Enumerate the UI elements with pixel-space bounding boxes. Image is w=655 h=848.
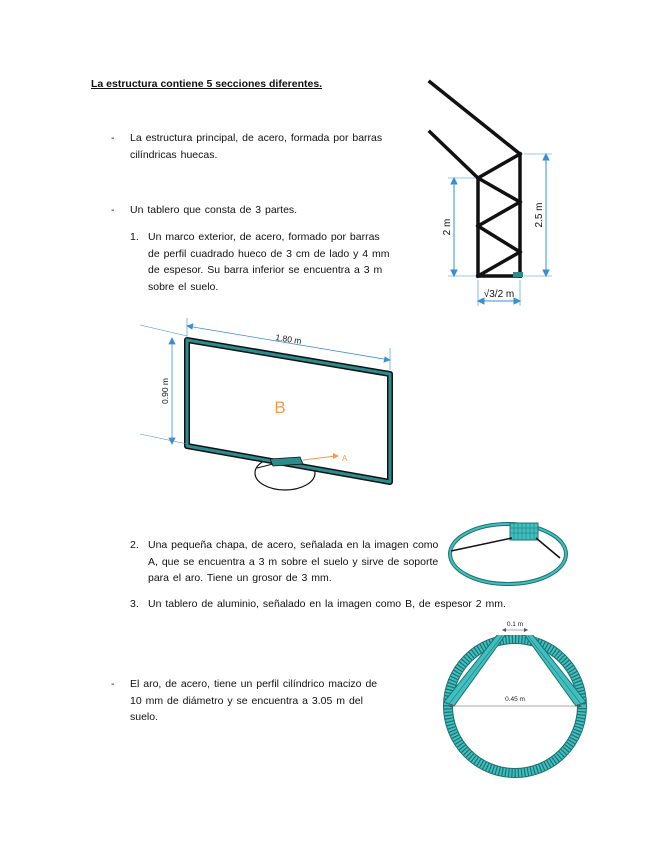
bullet-marker: -	[111, 678, 115, 690]
paragraph-outer-frame: Un marco exterior, de acero, formado por barras de perfil cuadrado hueco de 3 cm de lado y 4 mm de espesor. Su barra inferior se encuentra a 3 m sobre el suelo.	[148, 231, 390, 293]
label-a: A	[342, 454, 348, 463]
page-title: La estructura contiene 5 secciones diferentes.	[91, 78, 323, 90]
paragraph-aluminum-board: Un tablero de aluminio, señalado en la imagen como B, de espesor 2 mm.	[148, 598, 506, 610]
hoop-oblique-diagram	[448, 518, 568, 588]
paragraph-hoop: El aro, de acero, tiene un perfil cilíndrico macizo de 10 mm de diámetro y se encuentra a 3.05 m del suelo.	[130, 678, 378, 723]
backboard-diagram	[140, 318, 410, 496]
board-width-label: 1.80 m	[274, 332, 303, 347]
truss-height-right-label: 2.5 m	[534, 202, 545, 228]
hoop-diameter-label: 0.45 m	[505, 696, 525, 703]
subitem-number: 2.	[130, 539, 139, 551]
truss-height-left-label: 2 m	[442, 218, 453, 236]
paragraph-main-structure: La estructura principal, de acero, formada por barras cilíndricas huecas.	[130, 132, 383, 161]
truss-width-label: √3/2 m	[483, 289, 515, 300]
label-b: B	[274, 398, 286, 417]
paragraph-board: Un tablero que consta de 3 partes.	[130, 204, 298, 216]
paragraph-plate-a: Una pequeña chapa, de acero, señalada en la imagen como A, que se encuentra a 3 m sobre el suelo y sirve de soporte para el aro. Tiene un grosor de 3 mm.	[148, 539, 439, 584]
truss-diagram	[418, 70, 568, 318]
hoop-top-diagram	[430, 612, 600, 782]
hoop-top-width-label: 0.1 m	[506, 621, 524, 628]
subitem-number: 1.	[130, 231, 139, 243]
bullet-marker: -	[111, 204, 115, 216]
board-height-label: 0.90 m	[160, 378, 170, 404]
bullet-marker: -	[111, 132, 115, 144]
subitem-number: 3.	[130, 598, 139, 610]
